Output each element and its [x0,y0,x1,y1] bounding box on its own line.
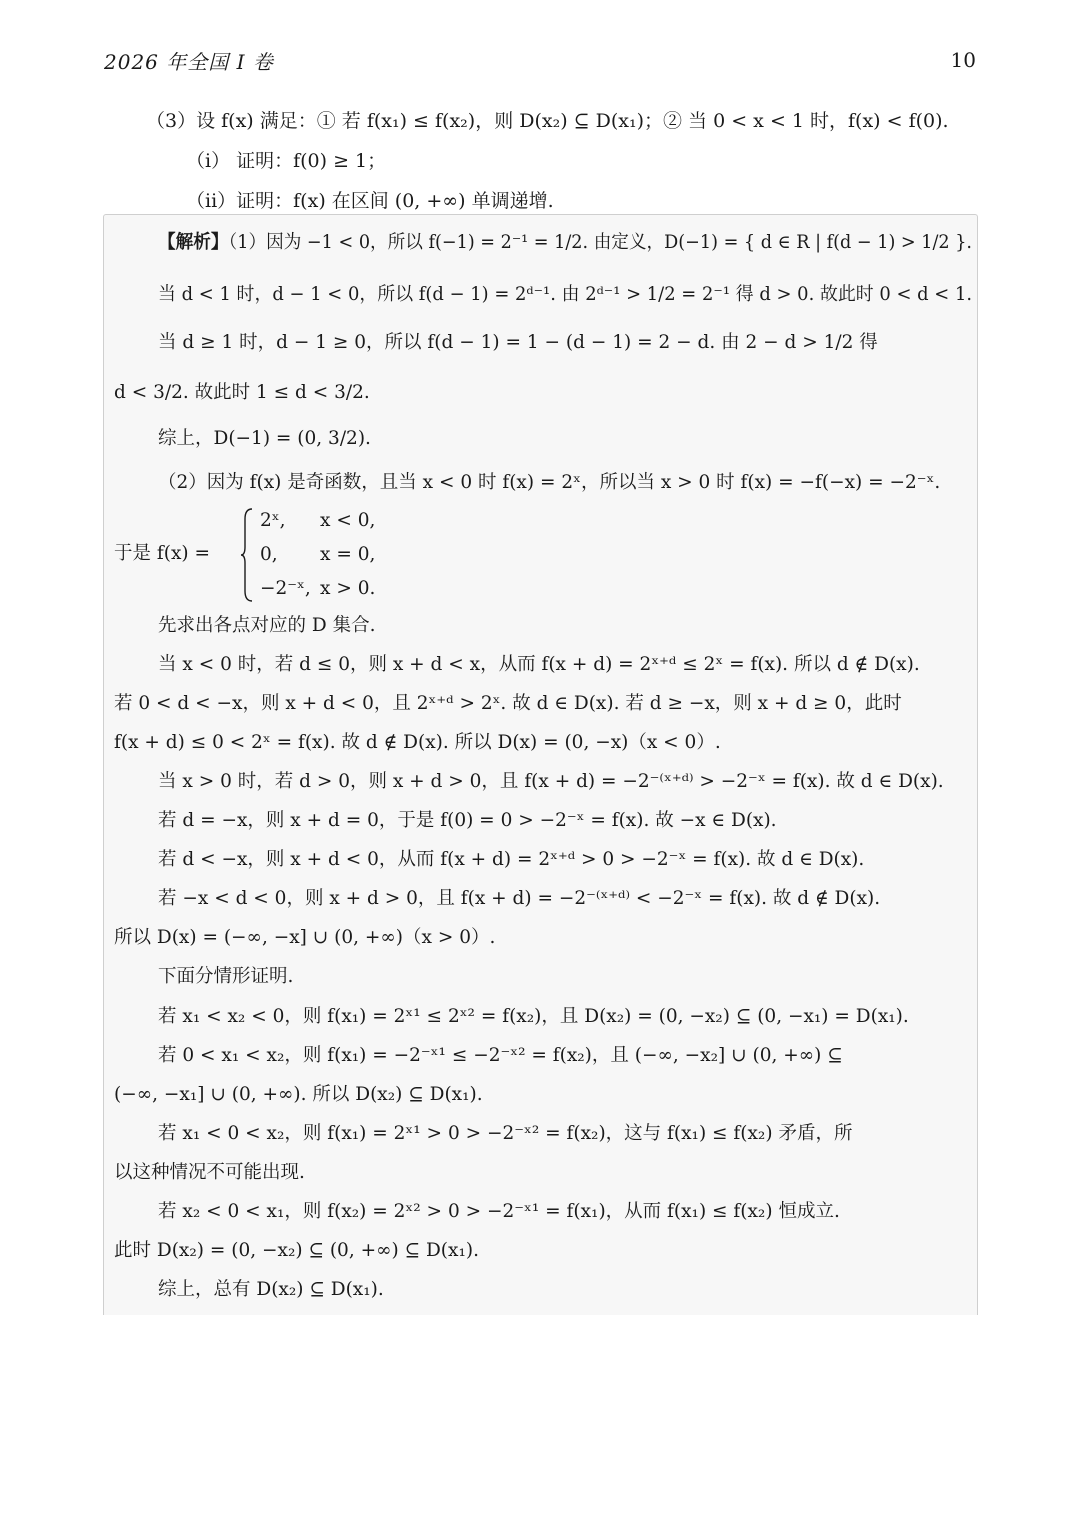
question-sub-ii: （ii）证明：f(x) 在区间 (0, +∞) 单调递增. [186,190,554,212]
piecewise-cond-2: x = 0, [320,544,376,565]
piecewise-expr-1: 2ˣ, [260,510,286,531]
page-number: 10 [950,48,976,72]
solution-line-18: 若 x₁ < x₂ < 0，则 f(x₁) = 2ˣ¹ ≤ 2ˣ² = f(x₂)，且 D(x₂) = (0, −x₂) ⊆ (0, −x₁) = D(x₁). [158,1006,909,1027]
piecewise-expr-2: 0, [260,544,278,565]
solution-line-17: 下面分情形证明. [158,966,294,987]
solution-line-14: 若 d < −x，则 x + d < 0，从而 f(x + d) = 2ˣ⁺ᵈ > 0 > −2⁻ˣ = f(x). 故 d ∈ D(x). [158,849,865,870]
solution-line-12: 当 x > 0 时，若 d > 0，则 x + d > 0，且 f(x + d) = −2⁻⁽ˣ⁺ᵈ⁾ > −2⁻ˣ = f(x). 故 d ∈ D(x). [158,771,944,792]
solution-line-5: 综上，D(−1) = (0, 3/2). [158,428,371,449]
solution-line-1-text: （1）因为 −1 < 0，所以 f(−1) = 2⁻¹ = 1/2. 由定义，D(−1) = { d ∈ R | f(d − 1) > 1/2 }. [228,232,973,253]
solution-box [103,214,978,1315]
solution-line-15: 若 −x < d < 0，则 x + d > 0，且 f(x + d) = −2⁻⁽ˣ⁺ᵈ⁾ < −2⁻ˣ = f(x). 故 d ∉ D(x). [158,888,881,909]
solution-line-19: 若 0 < x₁ < x₂，则 f(x₁) = −2⁻ˣ¹ ≤ −2⁻ˣ² = f(x₂)，且 (−∞, −x₂] ∪ (0, +∞) ⊆ [158,1045,843,1066]
solution-line-3: 当 d ≥ 1 时，d − 1 ≥ 0，所以 f(d − 1) = 1 − (d − 1) = 2 − d. 由 2 − d > 1/2 得 [158,332,878,353]
solution-line-11: f(x + d) ≤ 0 < 2ˣ = f(x). 故 d ∉ D(x). 所以 D(x) = (0, −x)（x < 0）. [114,732,721,753]
solution-line-23: 若 x₂ < 0 < x₁，则 f(x₂) = 2ˣ² > 0 > −2⁻ˣ¹ = f(x₁)，从而 f(x₁) ≤ f(x₂) 恒成立. [158,1201,840,1222]
piecewise-expr-3: −2⁻ˣ, [260,578,311,599]
solution-line-20: (−∞, −x₁] ∪ (0, +∞). 所以 D(x₂) ⊆ D(x₁). [114,1084,483,1105]
solution-line-8: 先求出各点对应的 D 集合. [158,615,376,636]
solution-line-1 [158,234,972,253]
solution-line-21: 若 x₁ < 0 < x₂，则 f(x₁) = 2ˣ¹ > 0 > −2⁻ˣ² = f(x₂)，这与 f(x₁) ≤ f(x₂) 矛盾，所 [158,1123,853,1144]
solution-line-16: 所以 D(x) = (−∞, −x] ∪ (0, +∞)（x > 0）. [114,927,496,948]
solution-line-9: 当 x < 0 时，若 d ≤ 0，则 x + d < x，从而 f(x + d) = 2ˣ⁺ᵈ ≤ 2ˣ = f(x). 所以 d ∉ D(x). [158,654,920,675]
question-part-3: （3）设 f(x) 满足：① 若 f(x₁) ≤ f(x₂)，则 D(x₂) ⊆ D(x₁)；② 当 0 < x < 1 时，f(x) < f(0). [146,110,949,132]
piecewise-cond-3: x > 0. [320,578,376,599]
solution-line-24: 此时 D(x₂) = (0, −x₂) ⊆ (0, +∞) ⊆ D(x₁). [114,1240,479,1261]
solution-line-10: 若 0 < d < −x，则 x + d < 0，且 2ˣ⁺ᵈ > 2ˣ. 故 d ∈ D(x). 若 d ≥ −x，则 x + d ≥ 0，此时 [114,693,902,714]
solution-line-25: 综上，总有 D(x₂) ⊆ D(x₁). [158,1279,384,1300]
solution-tag: 【解析】 [158,232,229,253]
piecewise-lead: 于是 f(x) = [114,543,210,564]
exam-title: 2026 年全国 I 卷 [104,50,274,74]
solution-line-6: （2）因为 f(x) 是奇函数，且当 x < 0 时 f(x) = 2ˣ，所以当 x > 0 时 f(x) = −f(−x) = −2⁻ˣ. [158,472,941,493]
solution-line-4: d < 3/2. 故此时 1 ≤ d < 3/2. [114,382,370,403]
piecewise-brace [240,507,254,603]
question-sub-i: （i） 证明：f(0) ≥ 1； [186,150,387,172]
solution-line-2: 当 d < 1 时，d − 1 < 0，所以 f(d − 1) = 2ᵈ⁻¹. 由 2ᵈ⁻¹ > 1/2 = 2⁻¹ 得 d > 0. 故此时 0 < d < 1. [158,284,973,305]
piecewise-cond-1: x < 0, [320,510,376,531]
solution-line-13: 若 d = −x，则 x + d = 0，于是 f(0) = 0 > −2⁻ˣ = f(x). 故 −x ∈ D(x). [158,810,777,831]
solution-line-22: 以这种情况不可能出现. [114,1162,305,1183]
